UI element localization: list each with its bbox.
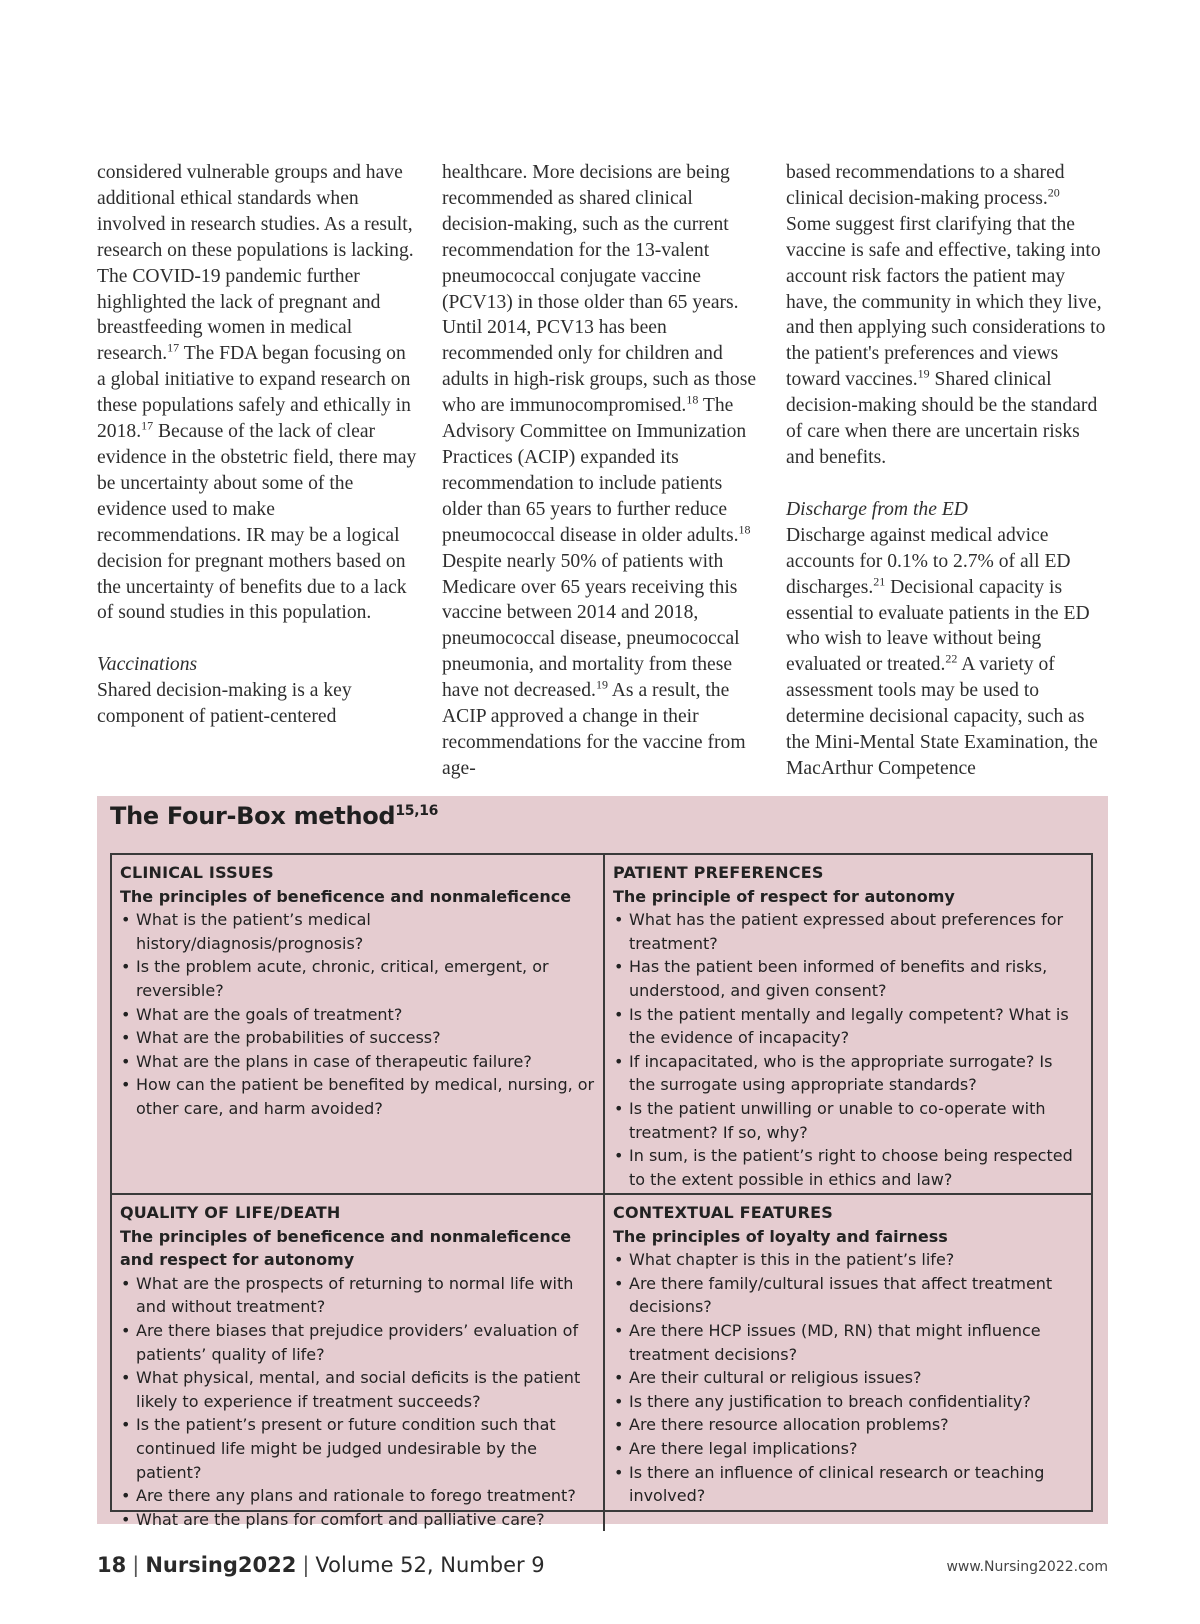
box-principle: The principles of loyalty and fairness [613,1226,948,1246]
reference-mark: 17 [167,340,180,355]
list-item: • Is the problem acute, chronic, critical, emergent, or reversible? [120,955,595,1002]
section-heading-vaccinations: Vaccinations [97,654,198,676]
list-item: • How can the patient be benefited by medical, nursing, or other care, and harm avoided? [120,1073,595,1120]
reference-mark: 17 [141,418,154,433]
reference-mark: 19 [595,677,608,692]
list-item: • What are the prospects of returning to normal life with and without treatment? [120,1272,595,1319]
box-contextual-features [605,1195,1091,1531]
box-heading: CLINICAL ISSUES [120,863,274,882]
text-column-1 [97,160,417,730]
box-principle: The principles of beneficence and nonmaleficence and respect for autonomy [120,1226,572,1270]
list-item: • Are there biases that prejudice providers’ evaluation of patients’ quality of life? [120,1319,595,1366]
list-item: • Are there legal implications? [613,1437,1083,1461]
text-column-2 [442,160,762,782]
list-item: • If incapacitated, who is the appropriate surrogate? Is the surrogate using appropriate standards? [613,1050,1083,1097]
list-item: • What are the probabilities of success? [120,1026,595,1050]
section-heading-discharge: Discharge from the ED [786,498,968,520]
box-patient-preferences [605,855,1091,1195]
paragraph: Shared decision-making is a key component of patient-centered [97,680,352,728]
box-heading: PATIENT PREFERENCES [613,863,824,882]
list-item: • Are there resource allocation problems? [613,1413,1083,1437]
reference-mark: 15,16 [395,803,439,819]
box-heading: QUALITY OF LIFE/DEATH [120,1203,341,1222]
reference-mark: 19 [917,366,930,381]
four-box-grid [110,853,1093,1529]
box-quality-of-life [112,1195,605,1531]
list-item: • Has the patient been informed of benefits and risks, understood, and given consent? [613,955,1083,1002]
paragraph: Discharge against medical advice accounts for 0.1% to 2.7% of all ED discharges.$^{21}$ Decisional capacity is essential to evaluate patients in the ED who wish to leave without being evaluated or treated.$^{22}$ A variety of assessment tools may be used to determine decisional capacity, such as the Mini-Mental State Examination, the MacArthur Competence [786,524,1098,779]
magazine-name: Nursing2022 [145,1553,297,1577]
question-list [120,1272,595,1532]
footer-left [97,1553,545,1577]
reference-mark: 18 [738,522,751,537]
footer-separator: | [132,1553,140,1577]
reference-mark: 22 [945,651,958,666]
page-footer [97,1553,1108,1583]
page-number: 18 [97,1553,127,1577]
list-item: • In sum, is the patient’s right to choose being respected to the extent possible in ethics and law? [613,1144,1083,1191]
list-item: • What chapter is this in the patient’s life? [613,1248,1083,1272]
list-item: • Are there HCP issues (MD, RN) that might influence treatment decisions? [613,1319,1083,1366]
list-item: • Is the patient unwilling or unable to co-operate with treatment? If so, why? [613,1097,1083,1144]
reference-mark: 20 [1047,185,1060,200]
volume-issue: Volume 52, Number 9 [315,1553,545,1577]
reference-mark: 18 [686,392,699,407]
paragraph: based recommendations to a shared clinical decision-making process.$^{20}$ Some suggest first clarifying that the vaccine is safe and effective, taking into account risk factors the patient may have, the community in which they live, and then applying such considerations to the patient's preferences and views toward vaccines.$^{19}$ Shared clinical decision-making should be the standard of care when there are uncertain risks and benefits. [786,162,1106,468]
footer-separator: | [302,1553,310,1577]
list-item: • What are the plans in case of therapeutic failure? [120,1050,595,1074]
text-column-3 [786,160,1108,782]
website-url: www.Nursing2022.com [946,1559,1108,1575]
paragraph: considered vulnerable groups and have additional ethical standards when involved in research studies. As a result, research on these populations is lacking. The COVID-19 pandemic further highlighted the lack of pregnant and breastfeeding women in medical research.$^{17}$ The FDA began focusing on a global initiative to expand research on these populations safely and ethically in 2018.17 Because of the lack of clear evidence in the obstetric field, there may be uncertainty about some of the evidence used to make recommendations. IR may be a logical decision for pregnant mothers based on the uncertainty of benefits due to a lack of sound studies in this population. [97,162,417,624]
question-list [613,1248,1083,1508]
list-item: • Is the patient mentally and legally competent? What is the evidence of incapacity? [613,1003,1083,1050]
list-item: • What physical, mental, and social deficits is the patient likely to experience if treatment succeeds? [120,1366,595,1413]
question-list [613,908,1083,1191]
box-principle: The principle of respect for autonomy [613,886,955,906]
box-clinical-issues [112,855,605,1195]
list-item: • What are the plans for comfort and palliative care? [120,1508,595,1532]
list-item: • Are their cultural or religious issues? [613,1366,1083,1390]
reference-mark: 21 [873,574,886,589]
box-heading: CONTEXTUAL FEATURES [613,1203,833,1222]
list-item: • What has the patient expressed about preferences for treatment? [613,908,1083,955]
list-item: • Is there any justification to breach confidentiality? [613,1390,1083,1414]
paragraph: healthcare. More decisions are being recommended as shared clinical decision-making, such as the current recommendation for the 13-valent pneumococcal conjugate vaccine (PCV13) in those older than 65 years. Until 2014, PCV13 has been recommended only for children and adults in high-risk groups, such as those who are immunocompromised.$^{18}$ The Advisory Committee on Immunization Practices (ACIP) expanded its recommendation to include patients older than 65 years to further reduce pneumococcal disease in older adults.$^{18}$ Despite nearly 50% of patients with Medicare over 65 years receiving this vaccine between 2014 and 2018, pneumococcal disease, pneumococcal pneumonia, and mortality from these have not decreased.$^{19}$ As a result, the ACIP approved a change in their recommendations for the vaccine from age- [442,162,757,779]
list-item: • Are there family/cultural issues that affect treatment decisions? [613,1272,1083,1319]
four-box-sidebar [97,796,1108,1529]
list-item: • What are the goals of treatment? [120,1003,595,1027]
list-item: • What is the patient’s medical history/diagnosis/prognosis? [120,908,595,955]
list-item: • Is there an influence of clinical research or teaching involved? [613,1461,1083,1508]
list-item: • Are there any plans and rationale to forego treatment? [120,1484,595,1508]
box-principle: The principles of beneficence and nonmaleficence [120,886,572,906]
sidebar-title: The Four-Box method$^{15,16}$ [110,802,439,830]
question-list [120,908,595,1120]
list-item: • Is the patient’s present or future condition such that continued life might be judged undesirable by the patient? [120,1413,595,1484]
